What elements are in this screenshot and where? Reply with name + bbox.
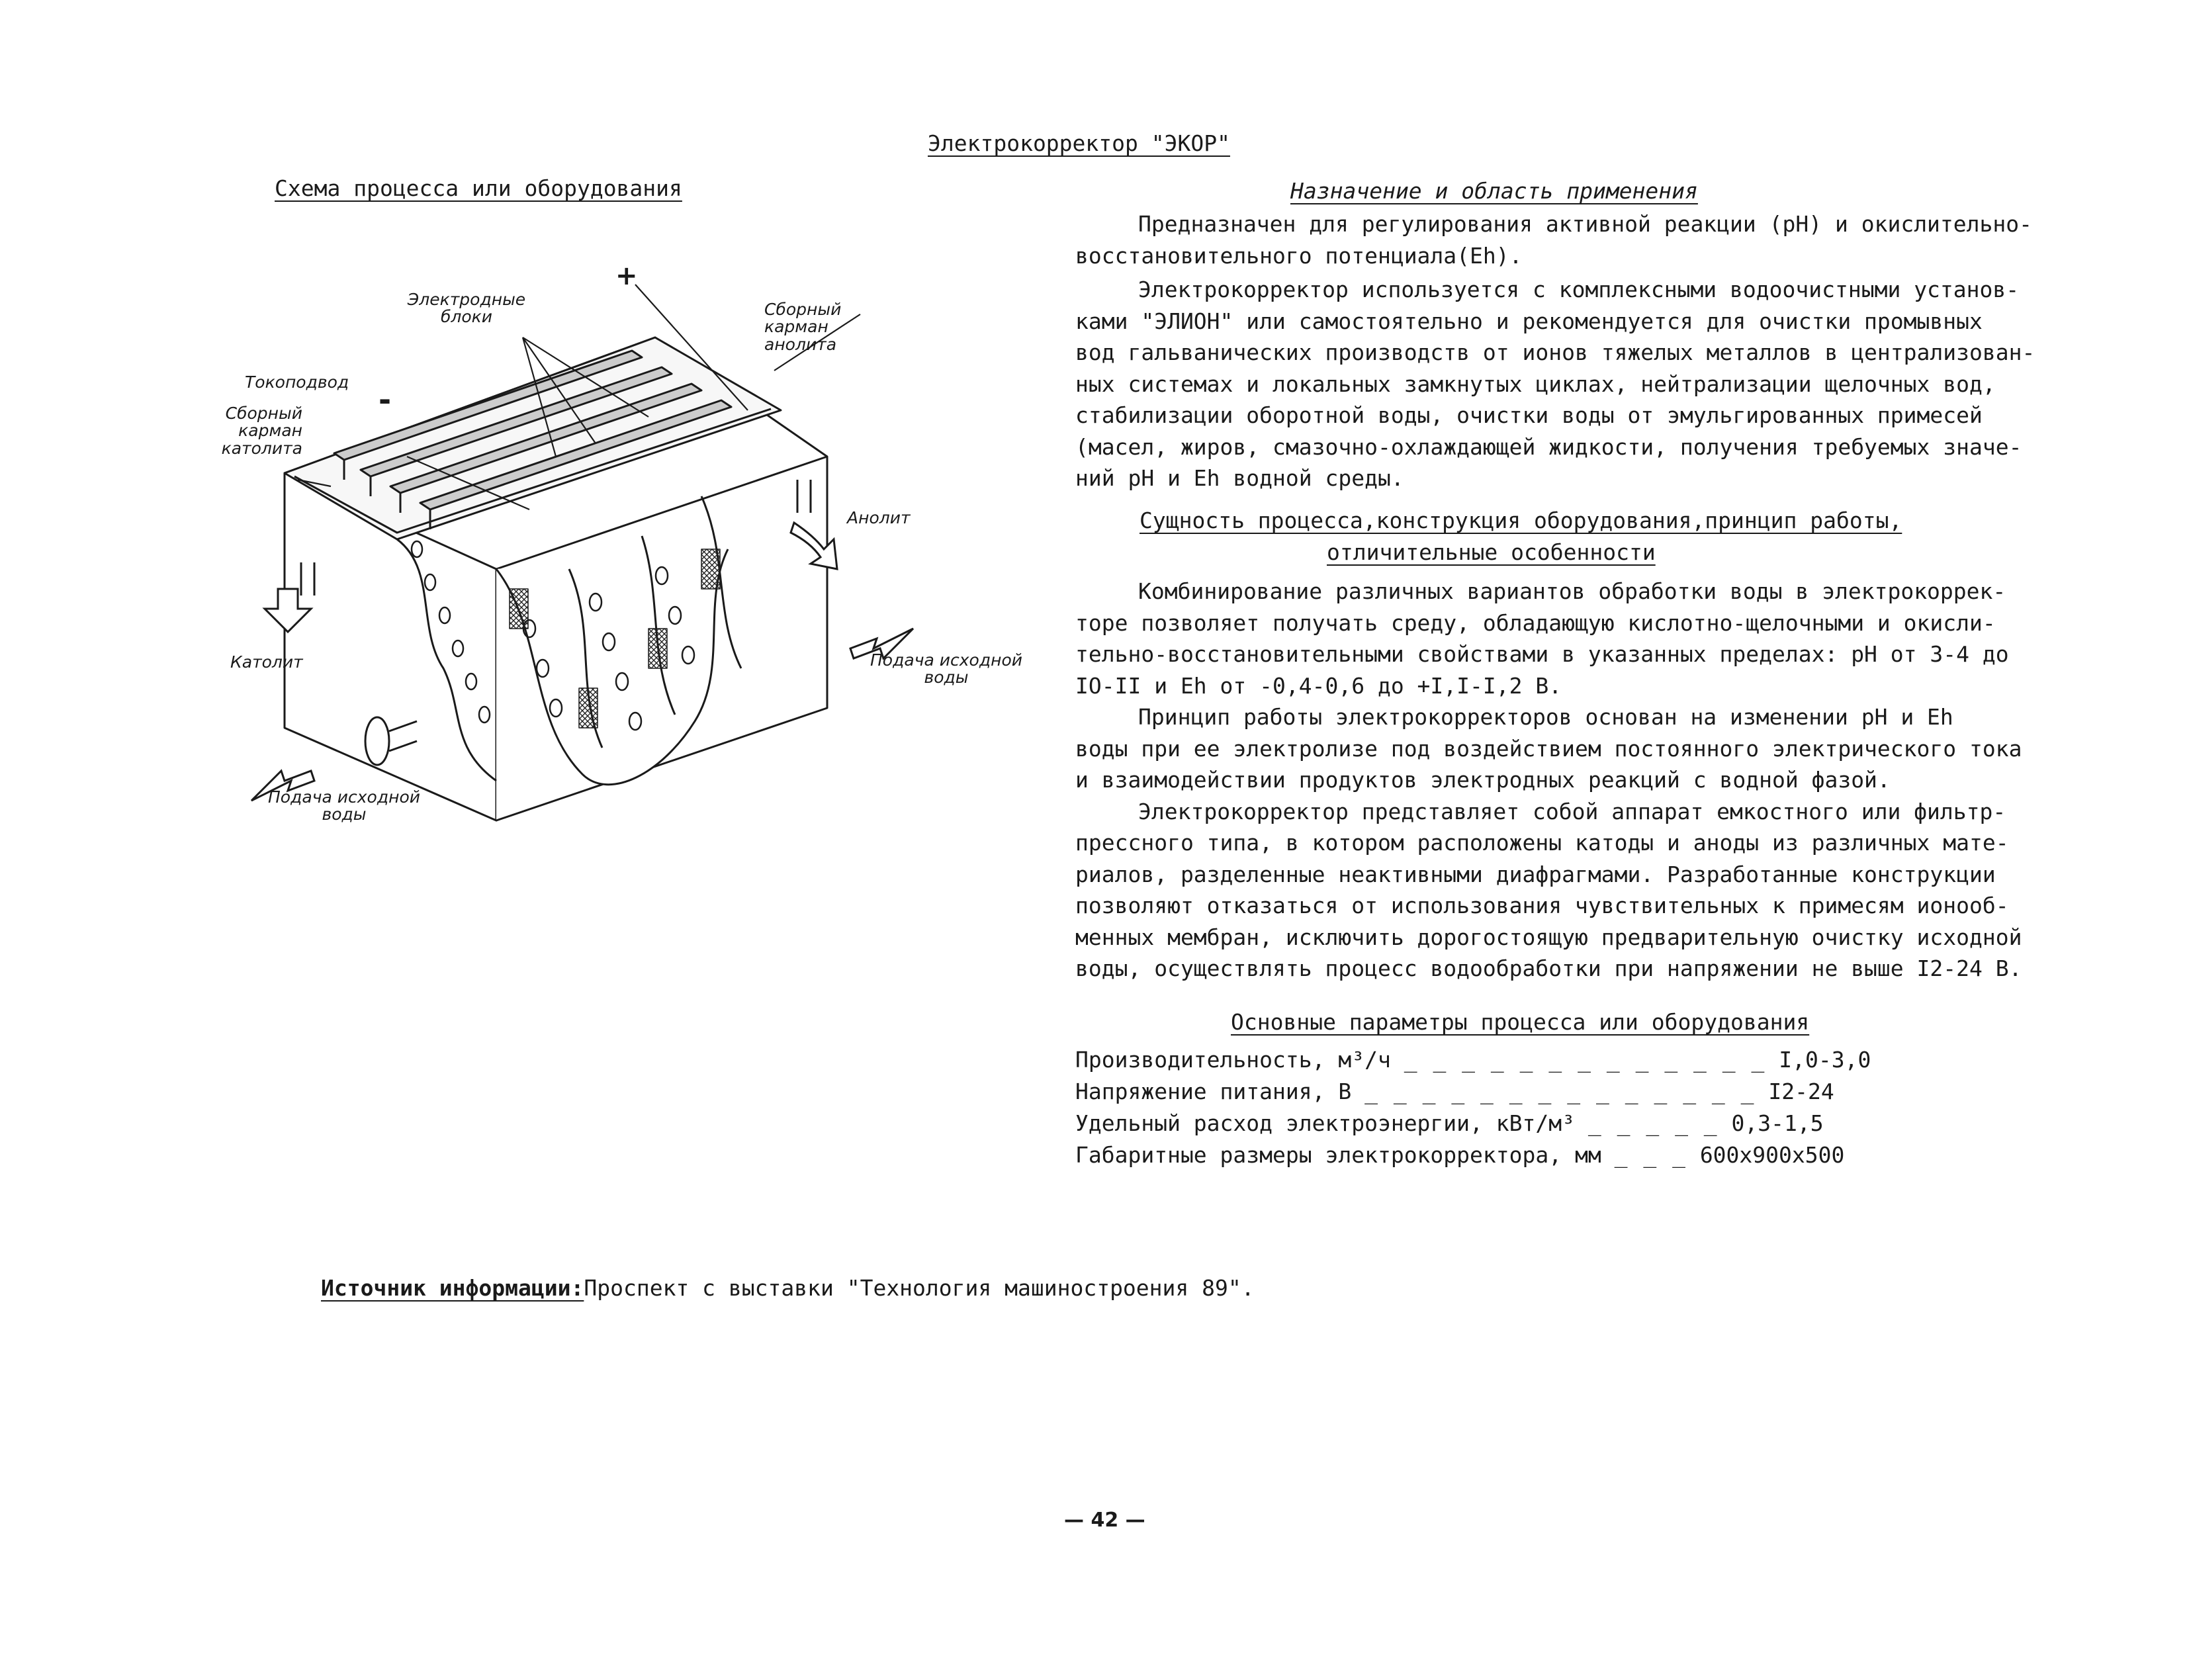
text-line: и взаимодействии продуктов электродных реакций с водной фазой. (1075, 767, 1891, 793)
text-line: Электрокорректор представляет собой аппарат емкостного или фильтр- (1138, 798, 2006, 824)
page-number: — 42 — (1064, 1509, 1145, 1532)
param-leader: _ _ _ _ _ _ _ _ _ _ _ _ _ _ (1364, 1079, 1756, 1104)
param-value: I,0-3,0 (1779, 1047, 1871, 1073)
params-list (1075, 1044, 2015, 1171)
param-label: Напряжение питания, В (1075, 1079, 1352, 1104)
text-line: Предназначен для регулирования активной реакции (pH) и окислительно- (1138, 211, 2033, 237)
text-line: прессного типа, в котором расположены катоды и аноды из различных мате- (1075, 830, 2009, 856)
param-label: Производительность, м³/ч (1075, 1047, 1391, 1073)
schema-heading: Схема процесса или оборудования (275, 175, 682, 201)
param-label: Габаритные размеры электрокорректора, мм (1075, 1142, 1601, 1168)
text-line: вод гальванических производств от ионов тяжелых металлов в централизован- (1075, 339, 2035, 365)
label-feed-right: Подача исходной воды (870, 650, 1022, 687)
purpose-heading: Назначение и область применения (1290, 178, 1698, 204)
plus-sign: + (615, 261, 638, 291)
param-row (1075, 1044, 2015, 1076)
param-value: I2-24 (1768, 1079, 1834, 1104)
essence-heading-2: отличительные особенности (1327, 539, 1656, 565)
text-line: риалов, разделенные неактивными диафрагмами. Разработанные конструкции (1075, 861, 1996, 887)
text-line: IO-II и Eh от -0,4-0,6 до +I,I-I,2 В. (1075, 672, 1562, 699)
source-text: Проспект с выставки "Технология машиностроения 89". (584, 1275, 1255, 1301)
param-value: 0,3-1,5 (1731, 1110, 1824, 1136)
text-line: Электрокорректор используется с комплексными водоочистными установ- (1138, 277, 2020, 302)
minus-sign: - (379, 382, 392, 418)
essence-heading-1: Сущность процесса,конструкция оборудования,принцип работы, (1139, 508, 1902, 533)
source-label: Источник информации: (321, 1275, 584, 1301)
text-line: тельно-восстановительными свойствами в указанных пределах: pH от 3-4 до (1075, 641, 2009, 667)
param-row (1075, 1108, 2015, 1139)
param-leader: _ _ _ (1614, 1142, 1687, 1168)
text-line: ний pH и Eh водной среды. (1075, 465, 1404, 491)
text-line: ных системах и локальных замкнутых циклах, нейтрализации щелочных вод, (1075, 371, 1996, 397)
text-line: (масел, жиров, смазочно-охлаждающей жидкости, получения требуемых значе- (1075, 433, 2022, 460)
label-current-lead: Токоподвод (245, 373, 349, 392)
text-line: Принцип работы электрокорректоров основан на изменении pH и Eh (1138, 704, 1953, 730)
text-line: воды, осуществлять процесс водообработки при напряжении не выше I2-24 В. (1075, 955, 2022, 981)
essence-text (1075, 576, 2022, 985)
param-row (1075, 1076, 2015, 1108)
text-line: Комбинирование различных вариантов обработки воды в электрокоррек- (1138, 578, 2006, 604)
param-leader: _ _ _ _ _ _ _ _ _ _ _ _ _ (1404, 1047, 1766, 1073)
text-line: ками "ЭЛИОН" или самостоятельно и рекомендуется для очистки промывных (1075, 308, 1983, 334)
text-line: менных мембран, исключить дорогостоящую предварительную очистку исходной (1075, 924, 2022, 950)
electrocorrector-diagram (199, 258, 1032, 854)
text-line: стабилизации оборотной воды, очистки воды от эмульгированных примесей (1075, 402, 1983, 428)
label-catholyte: Католит (230, 652, 303, 672)
param-row (1075, 1139, 2015, 1171)
label-electrode-blocks: Электродные блоки (407, 290, 526, 327)
text-line: восстановительного потенциала(Eh). (1075, 242, 1523, 269)
text-line: торе позволяет получать среду, обладающую кислотно-щелочными и окисли- (1075, 609, 1996, 636)
label-catholyte-pocket: Сборный карман католита (221, 404, 302, 458)
source-line (321, 1277, 1255, 1299)
param-label: Удельный расход электроэнергии, кВт/м³ (1075, 1110, 1575, 1136)
param-leader: _ _ _ _ _ (1587, 1110, 1719, 1136)
label-anolyte: Анолит (847, 508, 911, 527)
text-line: позволяют отказаться от использования чувствительных к примесям ионооб- (1075, 893, 2009, 918)
label-anolyte-pocket: Сборный карман анолита (764, 300, 842, 354)
page-title: Электрокорректор "ЭКОР" (928, 130, 1230, 156)
param-value: 600x900x500 (1699, 1142, 1845, 1168)
text-line: воды при ее электролизе под воздействием постоянного электрического тока (1075, 735, 2022, 762)
purpose-text (1075, 208, 2035, 494)
params-heading: Основные параметры процесса или оборудования (1231, 1009, 1810, 1035)
label-feed-left: Подача исходной воды (268, 787, 420, 824)
